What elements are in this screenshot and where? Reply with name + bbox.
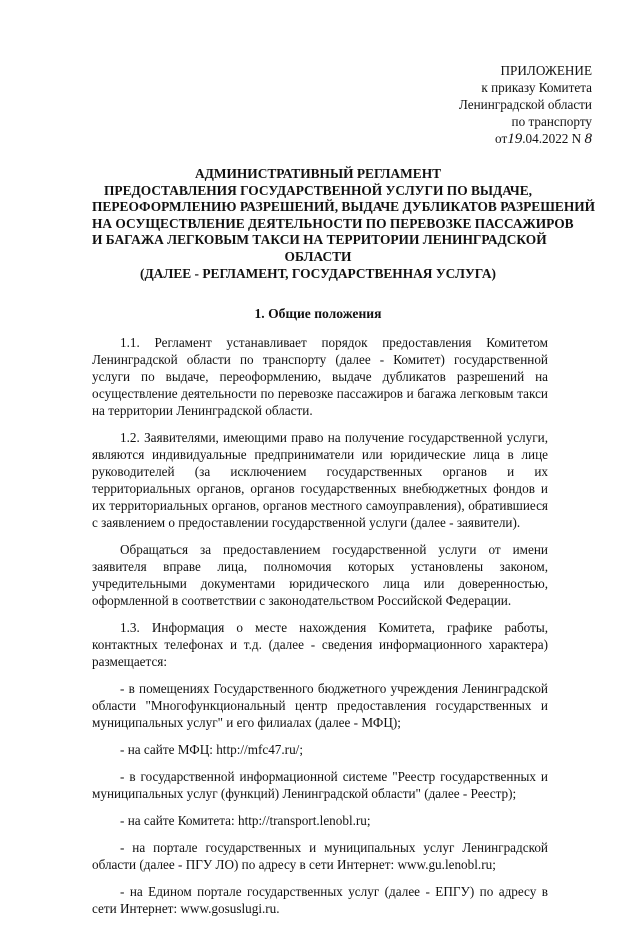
order-number-handwritten: 8 [584,131,592,147]
title-line: И БАГАЖА ЛЕГКОВЫМ ТАКСИ НА ТЕРРИТОРИИ ЛЕНИНГРАДСКОЙ [92,232,547,248]
paragraph: - на сайте МФЦ: http://mfc47.ru/; [120,742,303,757]
section-title: 1. Общие положения [254,306,382,321]
title-line: ОБЛАСТИ [284,248,352,264]
title-line: ПРЕДОСТАВЛЕНИЯ ГОСУДАРСТВЕННОЙ УСЛУГИ ПО ВЫДАЧЕ, [104,182,532,198]
paragraph: - в помещениях Государственного бюджетного учреждения Ленинградской области "Многофункциональный центр предоставления государственных и муниципальных услуг" и его филиалах (далее - МФЦ); [92,681,548,730]
appendix-dept: по транспорту [511,114,592,129]
title-line: АДМИНИСТРАТИВНЫЙ РЕГЛАМЕНТ [194,166,442,181]
paragraph: - на Едином портале государственных услуг (далее - ЕПГУ) по адресу в сети Интернет: www.gosuslugi.ru. [92,884,548,916]
appendix-region: Ленинградской области [458,97,592,112]
order-date: .04.2022 N [522,131,582,146]
paragraph: 1.1. Регламент устанавливает порядок предоставления Комитетом Ленинградской области по транспорту (далее - Комитет) государственной услуги по выдаче, переоформлению, выдаче дубликатов разрешений на осуществление деятельности по перевозке пассажиров и багажа легковым такси на территории Ленинградской области. [92,335,548,418]
order-day-handwritten: 19 [507,131,523,147]
appendix-block [372,62,592,148]
paragraph: 1.3. Информация о месте нахождения Комитета, графике работы, контактных телефонах и т.д. (далее - сведения информационного характера) размещается: [92,620,548,669]
title-line: НА ОСУЩЕСТВЛЕНИЕ ДЕЯТЕЛЬНОСТИ ПО ПЕРЕВОЗКЕ ПАССАЖИРОВ [92,215,574,231]
paragraph: Обращаться за предоставлением государственной услуги от имени заявителя вправе лица, полномочия которых установлены законом, учредительными документами юридического лица или доверенностью, оформленной в соответствии с законодательством Российской Федерации. [92,542,548,608]
appendix-heading: ПРИЛОЖЕНИЕ [500,63,592,78]
title-line: (ДАЛЕЕ - РЕГЛАМЕНТ, ГОСУДАРСТВЕННАЯ УСЛУГА) [140,265,496,281]
paragraph: - на портале государственных и муниципальных услуг Ленинградской области (далее - ПГУ ЛО) по адресу в сети Интернет: www.gu.lenobl.ru; [92,840,548,872]
order-prefix: от [495,131,508,146]
paragraph: - в государственной информационной системе "Реестр государственных и муниципальных услуг (функций) Ленинградской области" (далее - Реестр); [92,769,548,801]
paragraph: - на сайте Комитета: http://transport.lenobl.ru; [120,813,371,828]
title-line: ПЕРЕОФОРМЛЕНИЮ РАЗРЕШЕНИЙ, ВЫДАЧЕ ДУБЛИКАТОВ РАЗРЕШЕНИЙ [92,199,596,215]
appendix-order-ref: к приказу Комитета [481,80,592,95]
document-title [92,166,596,282]
document-body [92,334,548,927]
appendix-order-date [372,130,592,148]
paragraph: 1.2. Заявителями, имеющими право на получение государственной услуги, являются индивидуальные предприниматели или юридические лица в лице руководителей (за исключением государственных органов и их территориальных органов, органов государственных внебюджетных фондов и их территориальных органов, органов местного самоуправления), обратившиеся с заявлением о предоставлении государственной услуги (далее - заявители). [92,430,548,530]
